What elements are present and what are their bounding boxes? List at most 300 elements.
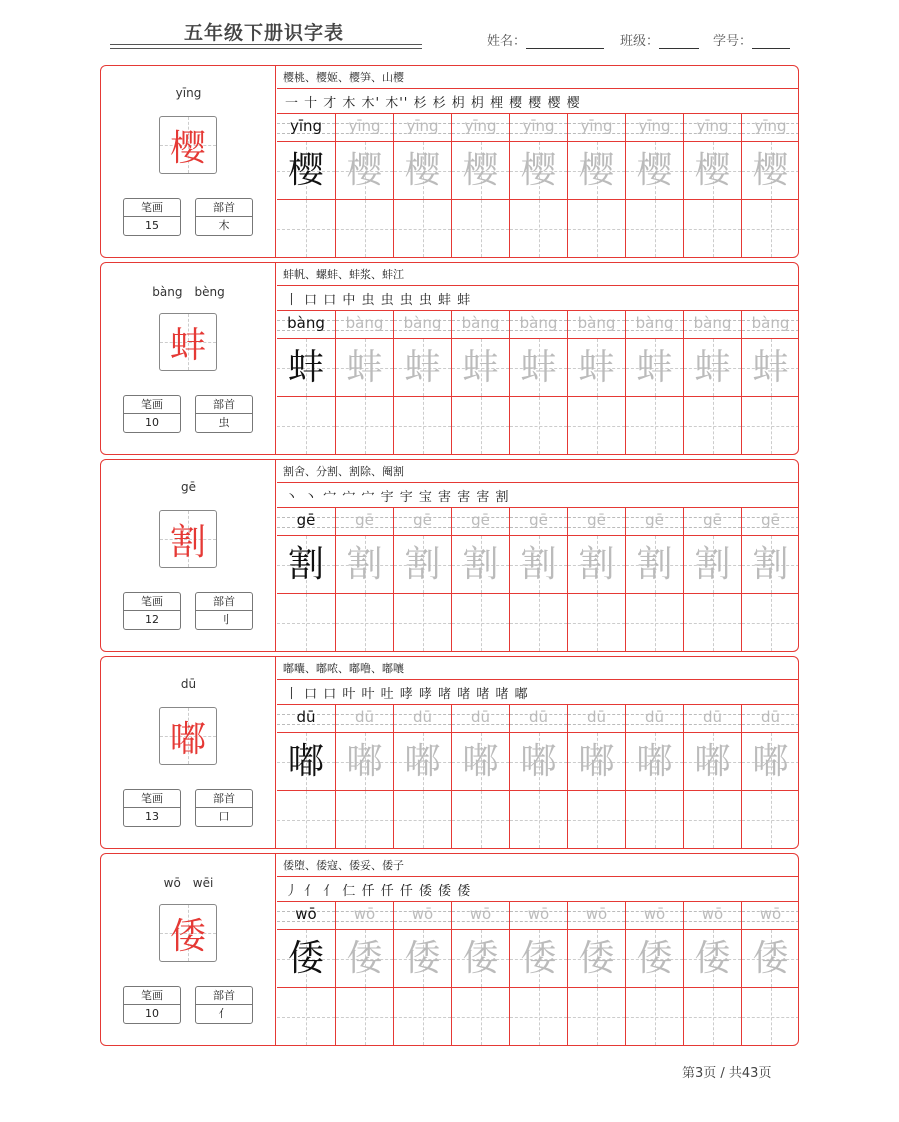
blank-cell[interactable] — [742, 594, 799, 651]
blank-cell[interactable] — [568, 988, 625, 1045]
char-info-panel — [101, 66, 276, 257]
trace-char: 倭 — [404, 938, 441, 979]
blank-cell[interactable] — [510, 594, 567, 651]
practice-column — [741, 508, 799, 651]
example-words: 樱桃、樱姬、樱笋、山樱 — [283, 71, 404, 84]
grid-pinyin: dū — [412, 708, 433, 726]
stroke-order: 丶 丶 宀 宀 宀 宇 宇 宝 害 害 害 割 — [285, 490, 510, 505]
practice-grid — [277, 114, 798, 257]
practice-grid — [277, 508, 798, 651]
trace-char: 樱 — [578, 150, 615, 191]
grid-pinyin: gē — [471, 511, 490, 529]
practice-column — [509, 114, 567, 257]
radical-box — [195, 592, 253, 630]
radical-value: 虫 — [218, 416, 230, 429]
blank-cell[interactable] — [626, 594, 683, 651]
trace-char: 割 — [346, 544, 383, 585]
trace-char: 倭 — [462, 938, 499, 979]
radical-label: 部首 — [196, 396, 252, 414]
grid-pinyin: bàng — [751, 314, 790, 332]
trace-cell[interactable] — [742, 142, 799, 200]
practice-column — [741, 311, 799, 454]
trace-char: 蚌 — [462, 347, 499, 388]
pinyin-cell — [277, 114, 335, 142]
trace-cell[interactable] — [626, 142, 683, 200]
practice-column — [683, 508, 741, 651]
trace-char: 蚌 — [287, 347, 324, 388]
grid-pinyin: gē — [529, 511, 548, 529]
grid-pinyin: gē — [413, 511, 432, 529]
pinyin-cell — [684, 902, 741, 930]
pinyin-cell — [568, 508, 625, 536]
trace-char: 嘟 — [578, 741, 615, 782]
practice-column — [683, 705, 741, 848]
blank-cell[interactable] — [277, 791, 335, 848]
trace-char: 嘟 — [462, 741, 499, 782]
trace-cell[interactable] — [742, 339, 799, 397]
char-display: 倭 — [169, 915, 206, 957]
trace-cell[interactable] — [684, 930, 741, 988]
trace-cell[interactable] — [277, 339, 335, 397]
practice-column — [509, 508, 567, 651]
pinyin-cell — [336, 114, 393, 142]
pinyin-cell — [336, 705, 393, 733]
radical-box — [195, 986, 253, 1024]
trace-cell[interactable] — [568, 930, 625, 988]
strokes-box — [123, 789, 181, 827]
practice-column — [509, 311, 567, 454]
blank-cell[interactable] — [336, 594, 393, 651]
strokes-label: 笔画 — [124, 396, 180, 414]
pinyin-cell — [568, 114, 625, 142]
practice-column — [567, 311, 625, 454]
grid-pinyin: dū — [296, 708, 316, 726]
trace-cell[interactable] — [742, 536, 799, 594]
trace-cell[interactable] — [394, 930, 451, 988]
trace-char: 嘟 — [752, 741, 789, 782]
pinyin-cell — [626, 508, 683, 536]
trace-cell[interactable] — [394, 536, 451, 594]
blank-cell[interactable] — [510, 397, 567, 454]
stroke-order: 丿 亻 亻 仁 仟 仟 仟 倭 倭 倭 — [285, 884, 472, 899]
grid-pinyin: bàng — [403, 314, 442, 332]
grid-pinyin: yīng — [289, 117, 323, 135]
practice-column — [451, 902, 509, 1045]
blank-cell[interactable] — [452, 397, 509, 454]
practice-column — [625, 902, 683, 1045]
practice-column — [393, 311, 451, 454]
id-blank[interactable] — [752, 35, 790, 49]
pinyin-cell — [452, 508, 509, 536]
char-card — [100, 853, 799, 1046]
trace-char: 割 — [636, 544, 673, 585]
char-pinyin: dū — [180, 677, 197, 691]
blank-cell[interactable] — [452, 791, 509, 848]
grid-pinyin: wō — [643, 905, 666, 923]
radical-value: 口 — [218, 810, 230, 823]
pinyin-cell — [684, 508, 741, 536]
pinyin-cell — [684, 311, 741, 339]
blank-cell[interactable] — [452, 200, 509, 257]
trace-cell[interactable] — [336, 536, 393, 594]
strokes-value: 10 — [145, 1007, 159, 1020]
trace-cell[interactable] — [336, 930, 393, 988]
practice-column — [335, 705, 393, 848]
trace-cell[interactable] — [277, 733, 335, 791]
id-label: 学号： — [713, 34, 753, 49]
strokes-box — [123, 395, 181, 433]
pinyin-cell — [684, 705, 741, 733]
char-info-panel — [101, 657, 276, 848]
blank-cell[interactable] — [742, 791, 799, 848]
pinyin-cell — [336, 902, 393, 930]
trace-cell[interactable] — [277, 930, 335, 988]
blank-cell[interactable] — [510, 791, 567, 848]
practice-column — [335, 508, 393, 651]
strokes-label: 笔画 — [124, 987, 180, 1005]
practice-panel — [277, 460, 798, 651]
char-info-panel — [101, 263, 276, 454]
trace-char: 蚌 — [636, 347, 673, 388]
name-field — [487, 30, 604, 49]
trace-char: 樱 — [636, 150, 673, 191]
trace-cell[interactable] — [626, 733, 683, 791]
trace-char: 嘟 — [520, 741, 557, 782]
blank-cell[interactable] — [742, 397, 799, 454]
blank-cell[interactable] — [336, 791, 393, 848]
practice-column — [335, 114, 393, 257]
blank-cell[interactable] — [452, 594, 509, 651]
char-display-box — [159, 510, 217, 568]
practice-column — [567, 705, 625, 848]
radical-label: 部首 — [196, 199, 252, 217]
char-pinyin: wō wēi — [163, 876, 214, 890]
pinyin-cell — [568, 311, 625, 339]
pinyin-cell — [510, 311, 567, 339]
trace-char: 蚌 — [752, 347, 789, 388]
pinyin-cell — [394, 705, 451, 733]
stroke-order-row — [277, 88, 798, 114]
blank-cell[interactable] — [277, 988, 335, 1045]
char-card — [100, 656, 799, 849]
radical-value: 刂 — [218, 613, 230, 626]
grid-pinyin: gē — [296, 511, 316, 529]
trace-cell[interactable] — [742, 733, 799, 791]
practice-grid — [277, 902, 798, 1045]
char-display: 樱 — [169, 127, 206, 169]
practice-column — [625, 705, 683, 848]
trace-cell[interactable] — [684, 536, 741, 594]
grid-pinyin: bàng — [519, 314, 558, 332]
practice-panel — [277, 854, 798, 1045]
blank-cell[interactable] — [626, 200, 683, 257]
practice-column — [741, 902, 799, 1045]
pinyin-cell — [277, 902, 335, 930]
blank-cell[interactable] — [742, 200, 799, 257]
blank-cell[interactable] — [626, 397, 683, 454]
trace-cell[interactable] — [452, 536, 509, 594]
blank-cell[interactable] — [742, 988, 799, 1045]
trace-char: 倭 — [752, 938, 789, 979]
char-pinyin: yīng — [175, 86, 202, 100]
grid-pinyin: yīng — [754, 117, 787, 135]
pinyin-cell — [626, 311, 683, 339]
trace-cell[interactable] — [336, 339, 393, 397]
char-card — [100, 262, 799, 455]
blank-cell[interactable] — [336, 200, 393, 257]
practice-grid — [277, 705, 798, 848]
trace-cell[interactable] — [626, 930, 683, 988]
stroke-order: 一 十 才 木 木' 木'' 杉 杉 枂 枂 梩 樱 樱 樱 樱 — [285, 96, 581, 111]
blank-cell[interactable] — [568, 791, 625, 848]
grid-pinyin: wō — [585, 905, 608, 923]
pinyin-cell — [510, 114, 567, 142]
pinyin-cell — [510, 508, 567, 536]
blank-cell[interactable] — [684, 988, 741, 1045]
practice-column — [335, 902, 393, 1045]
trace-char: 割 — [752, 544, 789, 585]
pinyin-cell — [452, 902, 509, 930]
char-display-box — [159, 904, 217, 962]
practice-panel — [277, 263, 798, 454]
pinyin-cell — [510, 902, 567, 930]
practice-column — [509, 902, 567, 1045]
trace-char: 割 — [578, 544, 615, 585]
pinyin-cell — [277, 705, 335, 733]
practice-column — [741, 114, 799, 257]
trace-char: 蚌 — [404, 347, 441, 388]
trace-cell[interactable] — [568, 536, 625, 594]
trace-char: 嘟 — [694, 741, 731, 782]
trace-cell[interactable] — [394, 142, 451, 200]
grid-pinyin: wō — [759, 905, 782, 923]
grid-pinyin: dū — [354, 708, 375, 726]
radical-box — [195, 198, 253, 236]
grid-pinyin: yīng — [580, 117, 613, 135]
trace-cell[interactable] — [452, 733, 509, 791]
trace-cell[interactable] — [684, 339, 741, 397]
trace-char: 嘟 — [636, 741, 673, 782]
strokes-value: 12 — [145, 613, 159, 626]
trace-cell[interactable] — [742, 930, 799, 988]
trace-cell[interactable] — [510, 142, 567, 200]
practice-column — [277, 311, 335, 454]
trace-cell[interactable] — [394, 339, 451, 397]
blank-cell[interactable] — [394, 594, 451, 651]
blank-cell[interactable] — [568, 397, 625, 454]
strokes-value: 13 — [145, 810, 159, 823]
trace-cell[interactable] — [568, 142, 625, 200]
trace-char: 樱 — [694, 150, 731, 191]
grid-pinyin: gē — [587, 511, 606, 529]
example-words: 割舍、分割、割除、阉割 — [283, 465, 404, 478]
blank-cell[interactable] — [336, 397, 393, 454]
blank-cell[interactable] — [684, 200, 741, 257]
stroke-order-row — [277, 285, 798, 311]
trace-char: 蚌 — [346, 347, 383, 388]
blank-cell[interactable] — [684, 594, 741, 651]
blank-cell[interactable] — [568, 594, 625, 651]
radical-label: 部首 — [196, 790, 252, 808]
stroke-order: 丨 口 口 叶 叶 吐 哮 哮 啫 啫 啫 啫 嘟 — [285, 687, 529, 702]
pinyin-cell — [626, 114, 683, 142]
blank-cell[interactable] — [452, 988, 509, 1045]
char-display-box — [159, 116, 217, 174]
grid-pinyin: wō — [295, 905, 317, 923]
radical-value: 亻 — [218, 1007, 230, 1020]
pinyin-cell — [742, 705, 799, 733]
trace-cell[interactable] — [277, 142, 335, 200]
blank-cell[interactable] — [394, 988, 451, 1045]
trace-char: 蚌 — [578, 347, 615, 388]
practice-column — [625, 508, 683, 651]
pinyin-cell — [742, 508, 799, 536]
strokes-label: 笔画 — [124, 790, 180, 808]
stroke-order: 丨 口 口 中 虫 虫 虫 虫 蚌 蚌 — [285, 293, 472, 308]
practice-column — [277, 902, 335, 1045]
practice-column — [451, 114, 509, 257]
practice-column — [625, 311, 683, 454]
radical-box — [195, 789, 253, 827]
pinyin-cell — [626, 902, 683, 930]
trace-char: 倭 — [578, 938, 615, 979]
pinyin-cell — [626, 705, 683, 733]
title-underline — [110, 44, 422, 45]
char-info-panel — [101, 854, 276, 1045]
trace-cell[interactable] — [510, 930, 567, 988]
blank-cell[interactable] — [510, 988, 567, 1045]
example-words: 倭堕、倭寇、倭妥、倭子 — [283, 859, 404, 872]
practice-grid — [277, 311, 798, 454]
trace-char: 樱 — [346, 150, 383, 191]
trace-cell[interactable] — [336, 733, 393, 791]
blank-cell[interactable] — [626, 791, 683, 848]
blank-cell[interactable] — [277, 594, 335, 651]
blank-cell[interactable] — [684, 397, 741, 454]
practice-column — [567, 508, 625, 651]
page-indicator: 第3页 / 共43页 — [682, 1066, 772, 1081]
trace-char: 嘟 — [346, 741, 383, 782]
blank-cell[interactable] — [336, 988, 393, 1045]
example-words: 嘟囔、嘟哝、嘟噜、嘟嚷 — [283, 662, 404, 675]
practice-column — [567, 902, 625, 1045]
pinyin-cell — [394, 311, 451, 339]
pinyin-cell — [452, 114, 509, 142]
radical-label: 部首 — [196, 987, 252, 1005]
grid-pinyin: gē — [645, 511, 664, 529]
char-display: 嘟 — [169, 718, 206, 760]
grid-pinyin: bàng — [693, 314, 732, 332]
pinyin-cell — [394, 114, 451, 142]
strokes-box — [123, 986, 181, 1024]
example-words: 蚌帆、螺蚌、蚌浆、蚌江 — [283, 268, 404, 281]
trace-char: 樱 — [404, 150, 441, 191]
strokes-box — [123, 198, 181, 236]
trace-cell[interactable] — [510, 733, 567, 791]
grid-pinyin: wō — [353, 905, 376, 923]
grid-pinyin: dū — [702, 708, 723, 726]
class-label: 班级： — [620, 34, 660, 49]
name-blank[interactable] — [526, 35, 604, 49]
page-title: 五年级下册识字表 — [184, 22, 345, 44]
trace-cell[interactable] — [394, 733, 451, 791]
blank-cell[interactable] — [568, 200, 625, 257]
practice-column — [277, 508, 335, 651]
trace-cell[interactable] — [336, 142, 393, 200]
blank-cell[interactable] — [626, 988, 683, 1045]
trace-cell[interactable] — [684, 142, 741, 200]
grid-pinyin: dū — [586, 708, 607, 726]
stroke-order-row — [277, 482, 798, 508]
trace-cell[interactable] — [277, 536, 335, 594]
trace-cell[interactable] — [452, 930, 509, 988]
grid-pinyin: yīng — [464, 117, 497, 135]
stroke-order-row — [277, 876, 798, 902]
radical-box — [195, 395, 253, 433]
trace-cell[interactable] — [510, 339, 567, 397]
blank-cell[interactable] — [394, 200, 451, 257]
grid-pinyin: bàng — [461, 314, 500, 332]
grid-pinyin: bàng — [345, 314, 384, 332]
trace-cell[interactable] — [452, 339, 509, 397]
trace-char: 嘟 — [287, 741, 324, 782]
blank-cell[interactable] — [277, 397, 335, 454]
practice-column — [451, 508, 509, 651]
strokes-label: 笔画 — [124, 199, 180, 217]
trace-cell[interactable] — [684, 733, 741, 791]
practice-panel — [277, 66, 798, 257]
grid-pinyin: bàng — [287, 314, 325, 332]
blank-cell[interactable] — [394, 791, 451, 848]
trace-char: 樱 — [462, 150, 499, 191]
name-label: 姓名： — [487, 34, 527, 49]
grid-pinyin: yīng — [638, 117, 671, 135]
trace-cell[interactable] — [510, 536, 567, 594]
radical-value: 木 — [218, 219, 230, 232]
trace-cell[interactable] — [568, 339, 625, 397]
grid-pinyin: dū — [644, 708, 665, 726]
grid-pinyin: wō — [701, 905, 724, 923]
char-display: 蚌 — [169, 324, 206, 366]
radical-label: 部首 — [196, 593, 252, 611]
char-display: 割 — [169, 521, 206, 563]
practice-column — [741, 705, 799, 848]
practice-column — [393, 508, 451, 651]
grid-pinyin: gē — [355, 511, 374, 529]
trace-cell[interactable] — [452, 142, 509, 200]
blank-cell[interactable] — [277, 200, 335, 257]
blank-cell[interactable] — [394, 397, 451, 454]
char-pinyin: gē — [181, 480, 196, 494]
trace-char: 倭 — [694, 938, 731, 979]
pinyin-cell — [452, 311, 509, 339]
grid-pinyin: dū — [760, 708, 781, 726]
blank-cell[interactable] — [510, 200, 567, 257]
blank-cell[interactable] — [684, 791, 741, 848]
pinyin-cell — [394, 508, 451, 536]
class-blank[interactable] — [659, 35, 699, 49]
pinyin-cell — [684, 114, 741, 142]
trace-char: 割 — [694, 544, 731, 585]
practice-column — [683, 114, 741, 257]
trace-cell[interactable] — [568, 733, 625, 791]
trace-cell[interactable] — [626, 339, 683, 397]
trace-cell[interactable] — [626, 536, 683, 594]
grid-pinyin: dū — [528, 708, 549, 726]
pinyin-cell — [336, 508, 393, 536]
trace-char: 倭 — [287, 938, 324, 979]
pinyin-cell — [742, 902, 799, 930]
